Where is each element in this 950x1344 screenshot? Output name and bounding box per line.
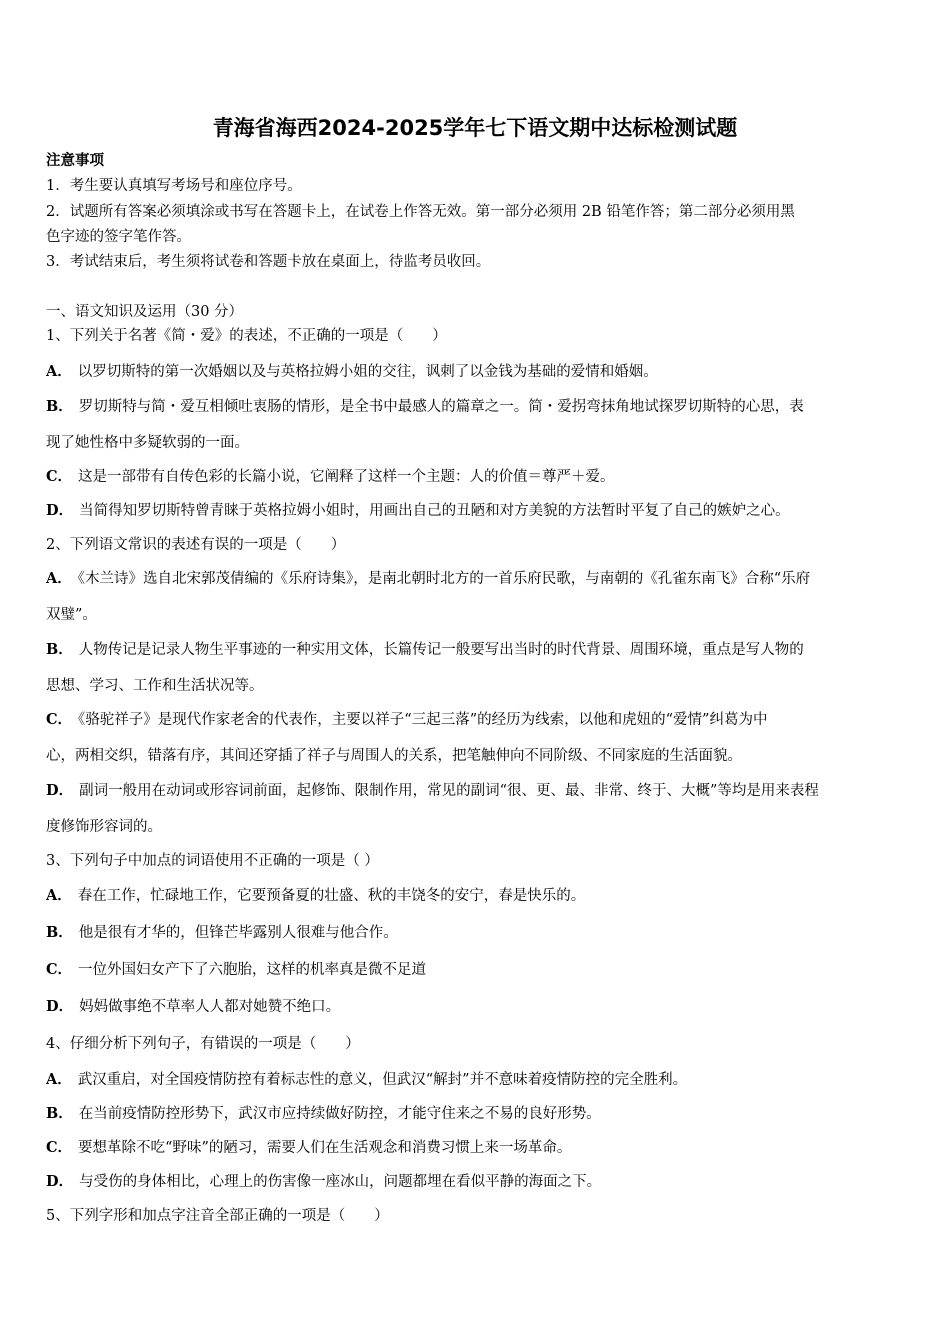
option-letter: B． [46, 924, 73, 941]
option-line [46, 569, 908, 589]
option-letter: C． [46, 1139, 73, 1156]
option-line [46, 1172, 908, 1192]
section-heading: 一、语文知识及运用（30 分） [46, 304, 244, 320]
question-stem: 5、下列字形和加点字注音全部正确的一项是（ ） [46, 1208, 389, 1224]
option-letter: D． [46, 782, 74, 799]
option-letter: A． [46, 1071, 72, 1088]
option-text: 副词一般用在动词或形容词前面，起修饰、限制作用，常见的副词“很、更、最、非常、终于、大概”等均是用来表程 [79, 783, 819, 799]
page-title: 青海省海西2024-2025学年七下语文期中达标检测试题 [212, 116, 738, 140]
option-line [46, 923, 908, 943]
option-line-continued: 度修饰形容词的。 [46, 819, 162, 835]
option-text: 妈妈做事绝不草率人人都对她赞不绝口。 [79, 999, 341, 1015]
option-line-continued: 心，两相交织，错落有序，其间还穿插了祥子与周围人的关系，把笔触伸向不同阶级、不同家庭的生活面貌。 [46, 748, 742, 764]
option-line-continued: 现了她性格中多疑软弱的一面。 [46, 435, 249, 451]
option-letter: B． [46, 1105, 73, 1122]
notice-item: 1．考生要认真填写考场号和座位序号。 [46, 178, 302, 194]
option-line [46, 467, 908, 487]
option-text: 春在工作，忙碌地工作，它要预备夏的壮盛、秋的丰饶冬的安宁，春是快乐的。 [77, 888, 586, 904]
option-letter: D． [46, 502, 74, 519]
option-line [46, 501, 908, 521]
notice-item: 3．考试结束后，考生须将试卷和答题卡放在桌面上，待监考员收回。 [46, 254, 491, 270]
question-stem: 4、仔细分析下列句子，有错误的一项是（ ） [46, 1036, 360, 1052]
option-letter: D． [46, 1173, 74, 1190]
question-stem: 1、下列关于名著《简・爱》的表述，不正确的一项是（ ） [46, 328, 447, 344]
option-letter: C． [46, 961, 73, 978]
option-text: 《骆驼祥子》是现代作家老舍的代表作，主要以祥子“三起三落”的经历为线索，以他和虎妞的“爱情”纠葛为中 [78, 712, 768, 728]
option-line [46, 1138, 908, 1158]
option-letter: D． [46, 998, 74, 1015]
option-letter: B． [46, 641, 73, 658]
option-letter: A． [46, 570, 72, 587]
option-line [46, 362, 908, 382]
option-letter: C． [46, 711, 73, 728]
option-text: 在当前疫情防控形势下，武汉市应持续做好防控，才能守住来之不易的良好形势。 [78, 1106, 601, 1122]
option-text: 要想革除不吃“野味”的陋习，需要人们在生活观念和消费习惯上来一场革命。 [78, 1140, 572, 1156]
question-stem: 2、下列语文常识的表述有误的一项是（ ） [46, 537, 346, 553]
option-text: 与受伤的身体相比，心理上的伤害像一座冰山，问题都埋在看似平静的海面之下。 [79, 1174, 602, 1190]
option-text: 一位外国妇女产下了六胞胎，这样的机率真是微不足道 [78, 962, 427, 978]
option-line-continued: 思想、学习、工作和生活状况等。 [46, 678, 264, 694]
option-text: 人物传记是记录人物生平事迹的一种实用文体，长篇传记一般要写出当时的时代背景、周围环境，重点是写人物的 [78, 642, 804, 658]
question-stem: 3、下列句子中加点的词语使用不正确的一项是（ ） [46, 853, 379, 869]
option-line [46, 710, 908, 730]
option-letter: A． [46, 363, 72, 380]
option-line [46, 886, 908, 906]
option-text: 武汉重启，对全国疫情防控有着标志性的意义，但武汉“解封”并不意味着疫情防控的完全胜利。 [77, 1072, 688, 1088]
option-line [46, 640, 908, 660]
notice-item: 色字迹的签字笔作答。 [46, 229, 191, 245]
option-line [46, 1070, 908, 1090]
option-text: 这是一部带有自传色彩的长篇小说，它阐释了这样一个主题：人的价值＝尊严＋爱。 [78, 469, 615, 485]
option-text: 《木兰诗》选自北宋郭茂倩编的《乐府诗集》，是南北朝时北方的一首乐府民歌，与南朝的《孔雀东南飞》合称“乐府 [77, 571, 811, 587]
notice-item: 2．试题所有答案必须填涂或书写在答题卡上，在试卷上作答无效。第一部分必须用 2B 铅笔作答；第二部分必须用黑 [46, 204, 795, 220]
option-letter: A． [46, 887, 72, 904]
option-line [46, 1104, 908, 1124]
option-text: 罗切斯特与简・爱互相倾吐衷肠的情形，是全书中最感人的篇章之一。简・爱拐弯抹角地试探罗切斯特的心思，表 [78, 399, 804, 415]
option-line [46, 397, 908, 417]
option-line [46, 781, 908, 801]
option-line-continued: 双璧”。 [46, 607, 97, 623]
notice-heading: 注意事项 [46, 152, 104, 169]
option-letter: B． [46, 398, 73, 415]
option-line [46, 997, 908, 1017]
option-text: 他是很有才华的，但锋芒毕露别人很难与他合作。 [78, 925, 398, 941]
option-text: 以罗切斯特的第一次婚姻以及与英格拉姆小姐的交往，讽刺了以金钱为基础的爱情和婚姻。 [77, 364, 658, 380]
option-text: 当简得知罗切斯特曾青睐于英格拉姆小姐时，用画出自己的丑陋和对方美貌的方法暂时平复了自己的嫉妒之心。 [79, 503, 790, 519]
option-letter: C． [46, 468, 73, 485]
option-line [46, 960, 908, 980]
